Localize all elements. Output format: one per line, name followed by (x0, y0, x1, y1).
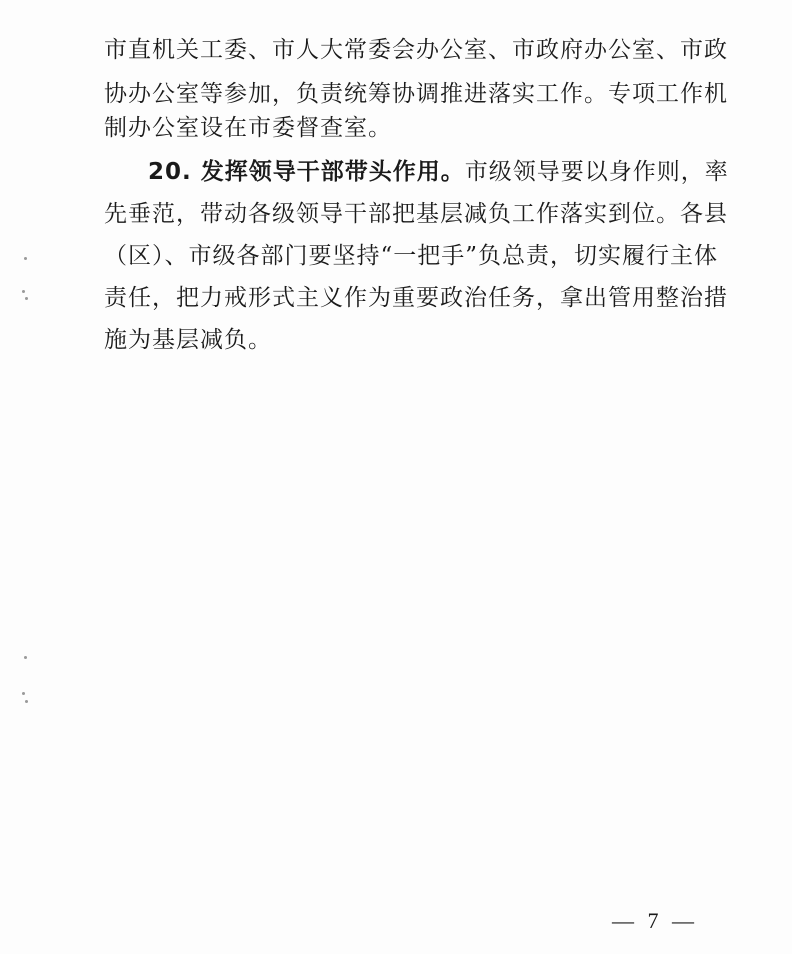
item-20-first-line-text: 市级领导要以身作则，率 (464, 159, 729, 185)
paragraph-line-2: 协办公室等参加，负责统筹协调推进落实工作。专项工作机 (104, 81, 728, 107)
scan-mark (22, 290, 25, 293)
scan-mark (24, 656, 27, 659)
item-20-line-2: 先垂范，带动各级领导干部把基层减负工作落实到位。各县 (104, 201, 728, 227)
scan-mark (24, 257, 27, 260)
item-20-first-line (148, 152, 729, 192)
item-20-line-5: 施为基层减负。 (104, 327, 272, 353)
item-20-line-4: 责任，把力戒形式主义作为重要政治任务，拿出管用整治措 (104, 285, 728, 311)
item-20-line-3: （区）、市级各部门要坚持“一把手”负总责，切实履行主体 (104, 243, 719, 269)
scan-mark (25, 700, 28, 703)
paragraph-line-1: 市直机关工委、市人大常委会办公室、市政府办公室、市政 (104, 37, 728, 63)
item-20-heading: 20. 发挥领导干部带头作用。 (148, 159, 465, 185)
page-number: — 7 — (612, 908, 698, 933)
paragraph-line-3: 制办公室设在市委督查室。 (104, 115, 392, 141)
scan-mark (25, 297, 28, 300)
scan-mark (22, 692, 25, 695)
